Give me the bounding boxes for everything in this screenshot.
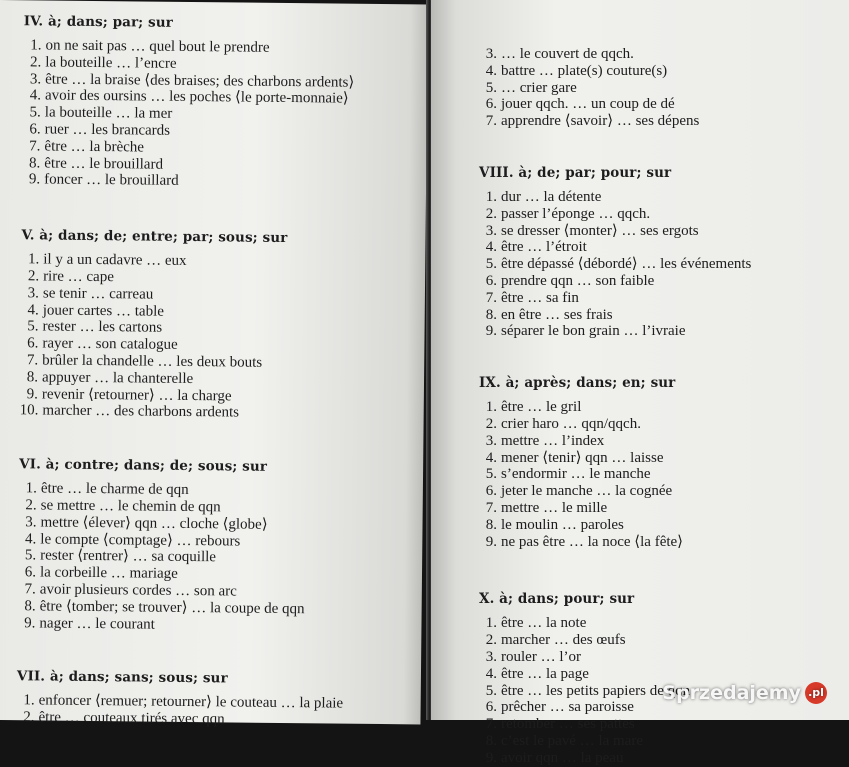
item-number: 2. [485, 415, 497, 432]
section-heading: IX. à; après; dans; en; sur [479, 375, 676, 392]
item-number: 4. [485, 665, 497, 682]
item-number: 5. [27, 318, 39, 335]
list-item [16, 709, 347, 729]
item-text: apprendre ⟨savoir⟩ … ses dépens [501, 113, 700, 130]
item-text: être … sa fin [501, 289, 579, 306]
section-heading: VI. à; contre; dans; de; sous; sur [19, 456, 268, 475]
list-item [479, 750, 751, 767]
item-text: prêcher … sa paroisse [501, 699, 634, 716]
section-x [479, 590, 751, 766]
list-item [479, 323, 751, 340]
section-heading: X. à; dans; pour; sur [479, 591, 635, 608]
item-text: on ne sait pas … quel bout le prendre [45, 37, 270, 56]
item-text: battre … plate(s) couture(s) [501, 62, 668, 79]
list-item [479, 500, 751, 517]
item-number: 8. [485, 306, 497, 323]
item-text: il y a un cadavre … eux [43, 251, 187, 270]
item-text: dur … la détente [501, 188, 602, 205]
item-text: se tenir … carreau [42, 285, 154, 303]
section-iv [22, 12, 355, 192]
list-item [479, 466, 751, 483]
item-text: nager … le courant [39, 614, 155, 633]
item-text: être … la brèche [44, 138, 145, 156]
item-text: se dresser ⟨monter⟩ … ses ergots [501, 222, 699, 239]
right-column [431, 0, 751, 767]
list-item [479, 46, 751, 63]
item-text: … crier gare [501, 79, 577, 96]
list-item [479, 256, 751, 273]
item-number: 3. [29, 70, 42, 88]
item-text: jouer cartes … table [42, 302, 165, 320]
item-number: 5. [485, 466, 497, 483]
item-text: être … la note [501, 615, 587, 632]
item-text: être … l’étroit [501, 239, 587, 256]
list-item [479, 113, 751, 130]
list-item [479, 80, 751, 97]
item-number: 5. [485, 682, 497, 699]
item-text: séparer le bon grain … l’ivraie [501, 323, 686, 340]
item-number: 8. [485, 732, 497, 749]
item-text: mettre … le mille [501, 499, 608, 516]
item-text: mettre … l’index [501, 432, 605, 449]
list-item [479, 615, 751, 632]
item-text: marcher … des charbons ardents [42, 402, 240, 421]
list-item [479, 96, 751, 113]
item-text: jouer qqch. … un coup de dé [501, 96, 675, 113]
item-number: 4. [485, 449, 497, 466]
item-number: 9. [485, 533, 497, 550]
item-text: être … la page [501, 665, 589, 682]
item-text: la bouteille … la mer [44, 104, 173, 122]
item-number: 7. [485, 499, 497, 516]
list-item [479, 733, 751, 750]
list-item [479, 399, 751, 416]
list-item [479, 632, 751, 649]
list-item [17, 615, 348, 635]
list-item [479, 290, 751, 307]
left-page [0, 0, 428, 728]
item-number: 2. [485, 205, 497, 222]
item-number: 9. [26, 385, 38, 402]
item-number: 8. [28, 154, 41, 172]
item-number: 5. [485, 256, 497, 273]
item-text: avoir des oursins … les poches ⟨le porte-monnaie⟩ [44, 87, 349, 108]
item-text: enfoncer ⟨remuer; retourner⟩ le couteau … la plaie [38, 692, 344, 712]
item-number: 3. [25, 514, 37, 531]
item-text: mener ⟨tenir⟩ qqn … laisse [501, 449, 664, 466]
item-number: 9. [485, 323, 497, 340]
item-number: 7. [485, 113, 497, 130]
exercise-list [16, 693, 347, 730]
item-number: 4. [25, 530, 37, 547]
item-number: 3. [27, 285, 40, 302]
list-item [479, 307, 751, 324]
list-item [20, 403, 351, 423]
item-text: avoir qqn … la peau [501, 749, 624, 766]
item-text: … le couvert de qqch. [501, 46, 634, 62]
item-text: brûler la chandelle … les deux bouts [42, 352, 263, 371]
item-text: être dépassé ⟨débordé⟩ … les événements [501, 256, 752, 273]
item-number: 5. [29, 104, 41, 121]
list-item [479, 416, 751, 433]
item-number: 6. [485, 272, 497, 289]
list-item [479, 63, 751, 80]
item-text: être … le charme de qqn [40, 480, 189, 499]
item-text: marcher … des œufs [501, 632, 626, 649]
list-item [479, 450, 751, 467]
section-heading: V. à; dans; de; entre; par; sous; sur [21, 227, 288, 247]
item-text: le compte ⟨comptage⟩ … rebours [40, 530, 241, 550]
item-number: 10. [19, 402, 39, 419]
section-ix [479, 374, 751, 550]
item-number: 3. [485, 648, 497, 665]
item-text: jeter le manche … la cognée [501, 483, 673, 500]
list-item [479, 206, 751, 223]
item-text: rayer … son catalogue [42, 335, 178, 354]
list-item [479, 189, 751, 206]
item-text: être … le gril [501, 399, 582, 416]
exercise-list [22, 37, 355, 192]
list-item [479, 273, 751, 290]
list-item [479, 517, 751, 534]
item-number: 3. [485, 222, 497, 239]
exercise-list [479, 399, 751, 550]
item-number: 1. [25, 480, 37, 497]
item-number: 4. [485, 239, 497, 256]
item-number: 9. [28, 171, 41, 188]
item-text: ruer … les brancards [44, 121, 171, 139]
list-item [479, 534, 751, 551]
item-number: 4. [27, 301, 39, 318]
item-text: se mettre … le chemin de qqn [40, 497, 221, 516]
section-vii-continued [479, 46, 751, 130]
item-text: être … couteaux tirés avec qqn [38, 709, 225, 728]
item-number: 7. [485, 716, 497, 733]
left-column [0, 0, 355, 730]
item-number: 6. [27, 335, 39, 352]
item-text: rire … cape [43, 268, 114, 286]
item-number: 6. [485, 483, 497, 500]
item-text: prendre qqn … son faible [501, 272, 655, 289]
item-number: 4. [485, 62, 497, 79]
section-vii [16, 668, 348, 730]
item-number: 1. [485, 399, 497, 416]
section-heading: IV. à; dans; par; sur [23, 13, 174, 31]
item-number: 6. [24, 564, 37, 581]
section-viii [479, 164, 751, 340]
item-number: 2. [30, 54, 42, 71]
item-number: 8. [24, 598, 36, 615]
item-text: revenir ⟨retourner⟩ … la charge [41, 386, 232, 404]
item-number: 1. [23, 692, 35, 709]
item-text: le moulin … paroles [501, 516, 624, 533]
item-text: la bouteille … l’encre [45, 54, 177, 72]
item-text: être … la braise ⟨des braises; des charbons ardents⟩ [45, 71, 355, 91]
exercise-list [20, 251, 353, 422]
exercise-list [17, 480, 350, 635]
item-number: 9. [24, 614, 36, 631]
watermark-badge-icon: .pl [805, 682, 827, 704]
section-vi [17, 455, 350, 635]
item-text: être … les petits papiers de qqn [501, 682, 691, 699]
item-text: crier haro … qqn/qqch. [501, 415, 641, 432]
item-number: 1. [30, 37, 42, 54]
item-text: rester ⟨rentrer⟩ … sa coquille [40, 547, 217, 566]
item-number: 2. [27, 268, 40, 285]
item-number: 8. [26, 369, 39, 386]
list-item [22, 172, 353, 192]
item-text: avoir plusieurs cordes … son arc [39, 581, 237, 600]
item-number: 1. [485, 188, 497, 205]
item-text: rouler … l’or [501, 648, 581, 665]
item-text: la corbeille … mariage [39, 564, 178, 583]
item-number: 2. [23, 709, 35, 726]
item-number: 5. [24, 547, 37, 564]
section-heading: VII. à; dans; sans; sous; sur [16, 668, 228, 687]
item-number: 3. [485, 432, 497, 449]
item-number: 6. [485, 96, 497, 113]
item-number: 7. [26, 352, 39, 369]
item-number: 1. [27, 251, 40, 268]
item-number: 7. [485, 289, 497, 306]
item-text: être ⟨tomber; se trouver⟩ … la coupe de qqn [39, 598, 305, 617]
item-text: c’est le pavé … la mare [501, 732, 644, 749]
list-item [479, 223, 751, 240]
item-number: 6. [485, 699, 497, 716]
item-number: 5. [485, 79, 497, 96]
sprzedajemy-watermark [662, 682, 827, 704]
right-page [431, 0, 849, 766]
exercise-list [479, 46, 751, 130]
item-text: mettre ⟨élever⟩ qqn … cloche ⟨globe⟩ [40, 514, 268, 533]
list-item [479, 239, 751, 256]
item-number: 7. [24, 581, 36, 598]
section-v [20, 226, 353, 422]
item-text: passer l’éponge … qqch. [501, 205, 651, 222]
item-number: 3. [485, 46, 497, 62]
item-number: 1. [485, 615, 497, 632]
item-text: rester … les cartons [42, 318, 163, 337]
list-item [479, 433, 751, 450]
item-text: ne pas être … la noce ⟨la fête⟩ [501, 533, 684, 550]
watermark-text: Sprzedajemy [662, 682, 801, 704]
item-number: 4. [29, 87, 42, 104]
list-item [479, 716, 751, 733]
exercise-list [479, 189, 751, 340]
item-number: 7. [29, 138, 41, 155]
item-text: appuyer … la chanterelle [41, 369, 194, 387]
section-heading: VIII. à; de; par; pour; sur [479, 164, 672, 181]
item-number: 8. [485, 516, 497, 533]
list-item [479, 649, 751, 666]
item-text: foncer … le brouillard [44, 171, 179, 190]
item-number: 2. [485, 632, 497, 649]
item-number: 9. [485, 749, 497, 766]
item-text: s’endormir … le manche [501, 466, 651, 483]
list-item [479, 666, 751, 683]
item-text: être … le brouillard [44, 155, 164, 173]
item-text: en être … ses frais [501, 306, 613, 323]
item-number: 6. [29, 121, 41, 138]
item-text: retomber … ses pattes [501, 716, 635, 733]
list-item [479, 483, 751, 500]
item-number: 2. [25, 497, 37, 514]
